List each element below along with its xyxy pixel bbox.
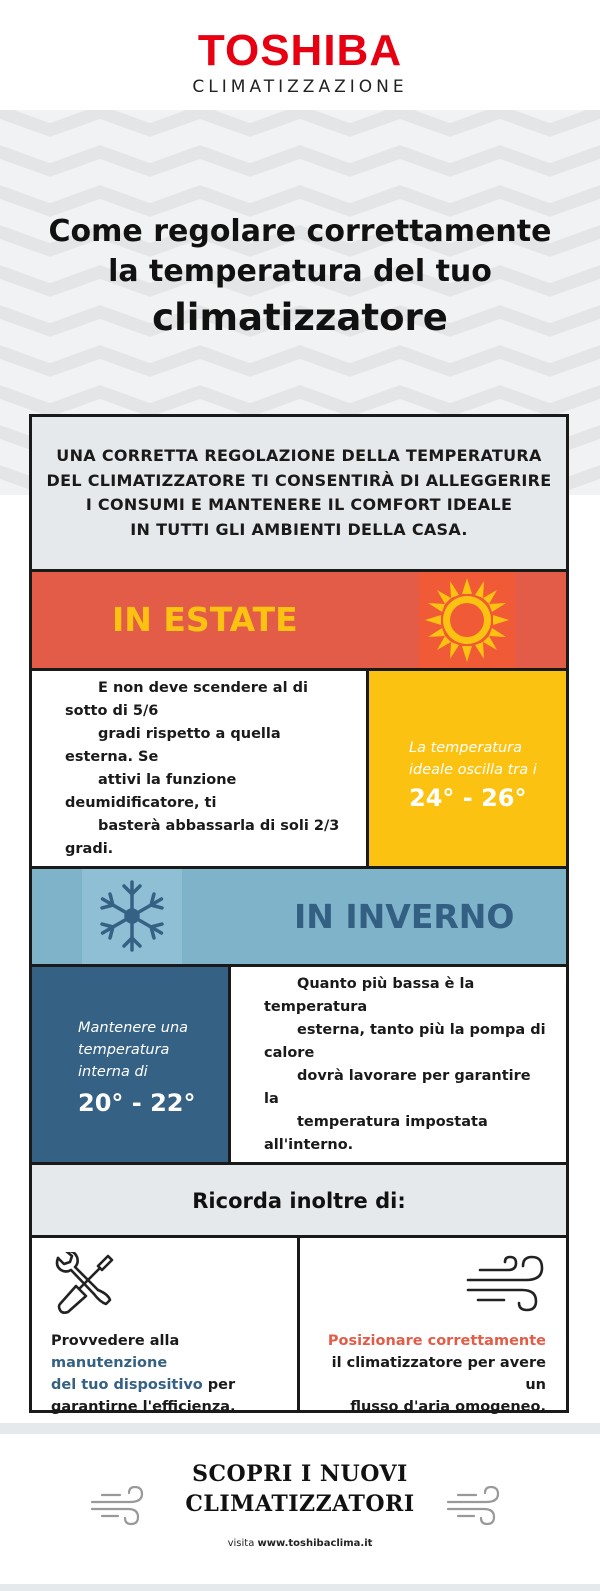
intro-line-4: IN TUTTI GLI AMBIENTI DELLA CASA.: [130, 519, 468, 539]
brand-subtitle: CLIMATIZZAZIONE: [192, 77, 408, 97]
tip-highlight: del tuo dispositivo: [51, 1377, 203, 1393]
summer-title: IN ESTATE: [112, 600, 298, 639]
position-text: [310, 1330, 546, 1418]
tip-text: flusso d'aria omogeneo.: [350, 1399, 546, 1415]
toshiba-logo: [0, 28, 600, 98]
winter-header: [32, 869, 566, 964]
tip-text: il climatizzatore per avere un: [331, 1355, 546, 1393]
website-link[interactable]: www.toshibaclima.it: [257, 1538, 373, 1549]
summer-text-line: E non deve scendere al di sotto di 5/6: [65, 679, 308, 719]
summer-temperature-box: [369, 671, 566, 866]
maintenance-text: [51, 1330, 291, 1418]
summer-text-line: attivi la funzione deumidificatore, ti: [65, 771, 237, 811]
brand-name: TOSHIBA: [197, 26, 403, 75]
wind-icon: [466, 1254, 548, 1312]
label-line: ideale oscilla tra i: [409, 762, 537, 778]
label-line: La temperatura: [409, 740, 522, 756]
position-tip: [300, 1238, 566, 1415]
sun-icon: [419, 572, 515, 668]
remember-heading: Ricorda inoltre di:: [32, 1165, 566, 1235]
intro-line-2: DEL CLIMATIZZATORE TI CONSENTIRÀ DI ALLEGGERIRE: [46, 470, 552, 490]
title-line-3: climatizzatore: [152, 296, 448, 339]
visit-prefix: visita: [227, 1538, 258, 1549]
intro-line-3: I CONSUMI E MANTENERE IL COMFORT IDEALE: [85, 495, 513, 514]
tip-text: per: [202, 1377, 236, 1393]
winter-temperature-box: [32, 967, 228, 1162]
page-title: [0, 212, 600, 344]
summer-text: [32, 677, 366, 861]
winter-text-line: esterna, tanto più la pompa di calore: [264, 1021, 546, 1061]
summer-temperature-label: [409, 737, 559, 781]
tip-text: Provvedere alla: [51, 1333, 180, 1349]
winter-text-line: dovrà lavorare per garantire la: [264, 1067, 531, 1107]
tip-text: garantirne l'efficienza.: [51, 1399, 236, 1415]
summer-temperature-value: 24° - 26°: [409, 784, 527, 812]
maintenance-tip: [32, 1238, 297, 1415]
winter-temperature-value: 20° - 22°: [78, 1089, 196, 1117]
visit-line: [0, 1538, 600, 1549]
tip-highlight: Posizionare correttamente: [327, 1333, 546, 1349]
winter-title: IN INVERNO: [294, 897, 515, 936]
summer-text-line: basterà abbassarla di soli 2/3 gradi.: [65, 817, 340, 857]
winter-temperature-label: [78, 1017, 218, 1083]
winter-description: [231, 967, 566, 1162]
intro-text: [47, 444, 552, 542]
intro-line-1: UNA CORRETTA REGOLAZIONE DELLA TEMPERATURA: [56, 446, 542, 465]
title-line-1: Come regolare correttamente: [48, 214, 552, 249]
title-line-2: la temperatura del tuo: [108, 254, 492, 289]
intro-box: [32, 417, 566, 569]
cta-discover-new-units[interactable]: [0, 1459, 600, 1519]
snowflake-icon: [82, 869, 182, 964]
winter-text: [231, 973, 566, 1157]
summer-text-line: gradi rispetto a quella esterna. Se: [65, 725, 281, 765]
summer-description: [32, 671, 366, 866]
tip-highlight: manutenzione: [51, 1355, 168, 1371]
winter-text-line: Quanto più bassa è la temperatura: [264, 975, 475, 1015]
label-line: Mantenere una: [78, 1020, 189, 1036]
winter-text-line: temperatura impostata all'interno.: [264, 1113, 488, 1153]
label-line: temperatura: [78, 1042, 170, 1058]
cta-line-1[interactable]: SCOPRI I NUOVI: [192, 1461, 408, 1487]
label-line: interna di: [78, 1064, 148, 1080]
summer-header: [32, 572, 566, 668]
cta-line-2[interactable]: CLIMATIZZATORI: [185, 1491, 415, 1517]
info-grid: [29, 414, 569, 1413]
tools-icon: [50, 1252, 114, 1314]
